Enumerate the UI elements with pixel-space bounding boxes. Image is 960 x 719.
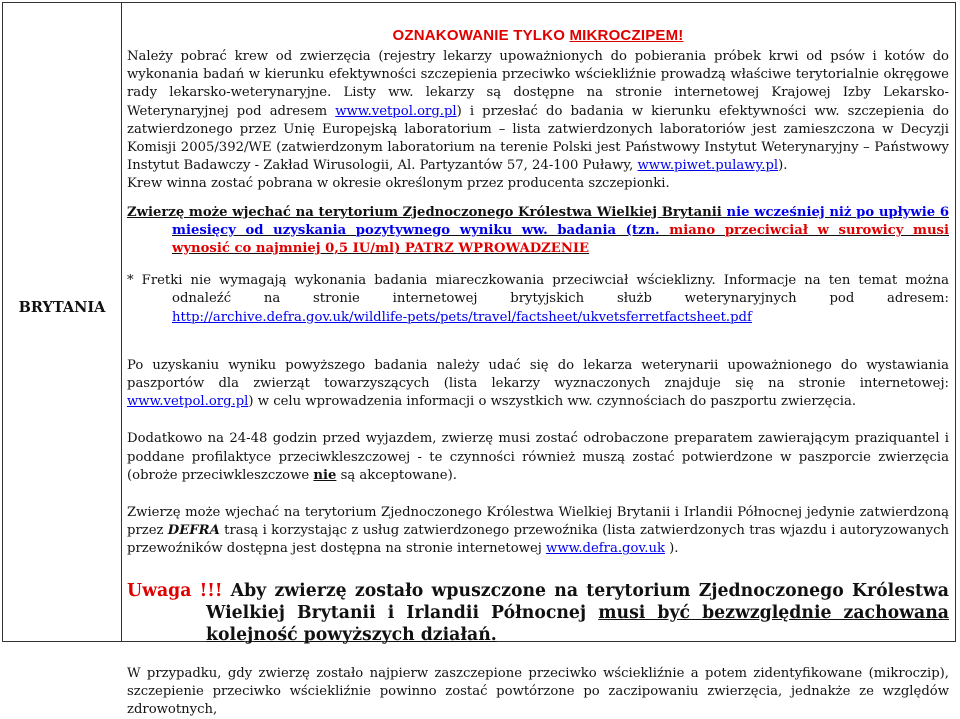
passport-paragraph: Po uzyskaniu wyniku powyższego badania należy udać się do lekarza weterynarii upoważnionego do wystawiania paszportów dla zwierząt towarzyszących (lista lekarzy wyznaczonych znajduje się na stronie internetowej: www.vetpol.org.pl) w celu wprowadzenia informacji o wszystkich ww. czynnościach do paszportu zwierzęcia. <box>127 357 949 410</box>
document-table <box>2 2 956 718</box>
blood-sample-paragraph: Należy pobrać krew od zwierzęcia (rejestry lekarzy upoważnionych do pobierania próbek krwi od psów i kotów do wykonania badań w kierunku efektywności szczepienia przeciwko wściekliźnie prowadzą właściwe terytorialnie okręgowe rady lekarsko-weterynaryjne. Listy ww. lekarzy są dostępne na stronie internetowej Krajowej Izby Lekarsko-Weterynaryjnej pod adresem www.vetpol.org.pl) i przesłać do badania w kierunku efektywności ww. szczepienia do zatwierdzonego przez Unię Europejską laboratorium – lista zatwierdzonych laboratoriów jest zamieszczona w Decyzji Komisji 2005/392/WE (zatwierdzonym laboratorium na terenie Polski jest Państwowy Instytut Weterynaryjny – Państwowy Instytut Badawczy - Zakład Wirusologii, Al. Partyzantów 57, 24-100 Puławy, www.piwet.pulawy.pl). <box>127 49 949 174</box>
vetpol-link[interactable]: www.vetpol.org.pl <box>335 103 457 119</box>
entry-condition-paragraph: Zwierzę może wjechać na terytorium Zjednoczonego Królestwa Wielkiej Brytanii nie wcześniej niż po upływie 6 miesięcy od uzyskania pozytywnego wyniku ww. badania (tzn. miano przeciwciał w surowicy musi wynosić co najmniej 0,5 IU/ml) PATRZ WPROWADZENIE <box>127 204 949 257</box>
ferrets-note: * Fretki nie wymagają wykonania badania miareczkowania przeciwciał wścieklizny. Informacje na ten temat można odnaleźć na stronie internetowej brytyjskich służb weterynaryjnych pod adresem: http://archive.defra.gov.uk/wildlife-pets/pets/travel/factsheet/ukvetsferretfactsheet.pdf <box>127 273 949 325</box>
section-title: OZNAKOWANIE TYLKO MIKROCZIPEM! <box>392 27 684 44</box>
defra-link[interactable]: www.defra.gov.uk <box>546 541 665 557</box>
route-paragraph: Zwierzę może wjechać na terytorium Zjednoczonego Królestwa Wielkiej Brytanii i Irlandii Północnej jedynie zatwierdzoną przez DEFRA trasą i korzystając z usług zatwierdzonego przewoźnika (lista zatwierdzonych tras wjazdu i autoryzowanych przewoźników dostępna jest dostępna na stronie internetowej www.defra.gov.uk ). <box>127 505 950 557</box>
requirements-cell <box>122 3 955 718</box>
country-cell <box>3 3 122 641</box>
warning-paragraph: Uwaga !!! Aby zwierzę zostało wpuszczone na terytorium Zjednoczonego Królestwa Wielkiej Brytanii i Irlandii Północnej musi być bezwzględnie zachowana kolejność powyższych działań. <box>127 580 950 645</box>
blood-timing-note: Krew winna zostać pobrana w okresie określonym przez producenta szczepionki. <box>127 176 670 192</box>
piwet-link[interactable]: www.piwet.pulawy.pl <box>637 158 779 174</box>
vetpol-link-2[interactable]: www.vetpol.org.pl <box>127 394 249 410</box>
defra-ferret-link[interactable]: http://archive.defra.gov.uk/wildlife-pets/pets/travel/factsheet/ukvetsferretfactsheet.pdf <box>172 309 752 325</box>
revaccination-paragraph: W przypadku, gdy zwierzę zostało najpierw zaszczepione przeciwko wściekliźnie a potem zidentyfikowane (mikroczip), szczepienie przeciwko wściekliźnie powinno zostać powtórzone po zaczipowaniu zwierzęcia, jednakże ze względów zdrowotnych, <box>127 665 949 718</box>
deworming-paragraph: Dodatkowo na 24-48 godzin przed wyjazdem, zwierzę musi zostać odrobaczone preparatem zawierającym praziquantel i poddane profilaktyce przeciwkleszczowej - te czynności również muszą zostać potwierdzone w paszporcie zwierzęcia (obroże przeciwkleszczowe nie są akceptowane). <box>127 431 949 483</box>
country-label: BRYTANIA <box>18 298 106 316</box>
